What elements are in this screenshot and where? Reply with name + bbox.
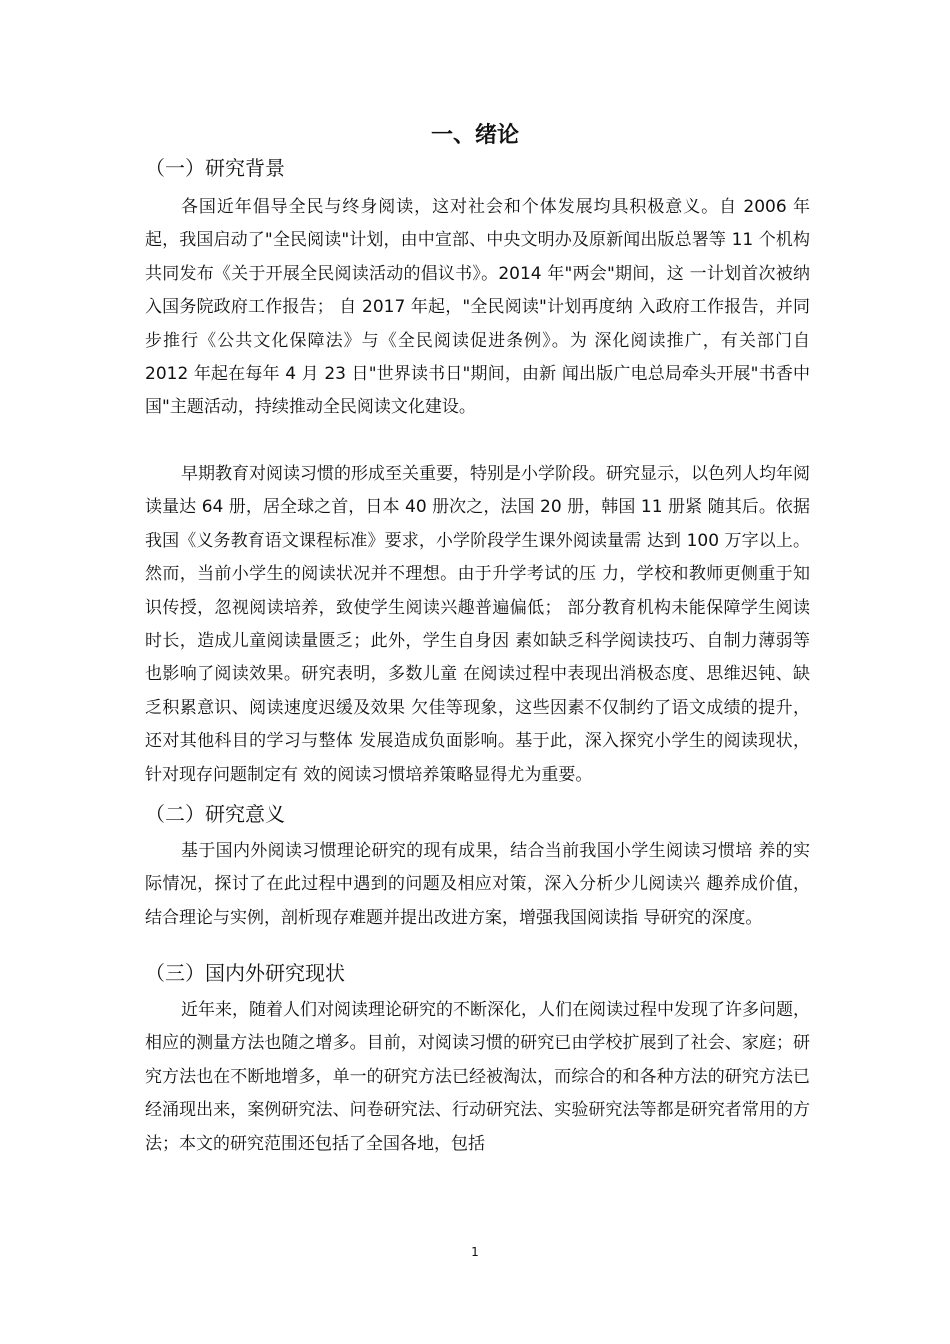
section-heading-background: （一）研究背景 xyxy=(145,156,285,180)
paragraph-background-2: 早期教育对阅读习惯的形成至关重要，特别是小学阶段。研究显示，以色列人均年阅读量达 64 册，居全球之首，日本 40 册次之，法国 20 册，韩国 11 册紧 随其后。依据我国《义务教育语文课程标准》要求，小学阶段学生课外阅读量需 达到 100 万字以上。然而，当前小学生的阅读状况并不理想。由于升学考试的压 力，学校和教师更侧重于知识传授，忽视阅读培养，致使学生阅读兴趣普遍偏低； 部分教育机构未能保障学生阅读时长，造成儿童阅读量匮乏；此外，学生自身因 素如缺乏科学阅读技巧、自制力薄弱等也影响了阅读效果。研究表明，多数儿童 在阅读过程中表现出消极态度、思维迟钝、缺乏积累意识、阅读速度迟缓及效果 欠佳等现象，这些因素不仅制约了语文成绩的提升，还对其他科目的学习与整体 发展造成负面影响。基于此，深入探究小学生的阅读现状，针对现存问题制定有 效的阅读习惯培养策略显得尤为重要。 xyxy=(145,464,810,785)
paragraph-significance: 基于国内外阅读习惯理论研究的现有成果，结合当前我国小学生阅读习惯培 养的实际情况，探讨了在此过程中遇到的问题及相应对策，深入分析少儿阅读兴 趣养成价值，结合理论与实例，剖析现存难题并提出改进方案，增强我国阅读指 导研究的深度。 xyxy=(145,841,810,928)
paragraph-research-status: 近年来，随着人们对阅读理论研究的不断深化，人们在阅读过程中发现了许多问题，相应的测量方法也随之增多。目前，对阅读习惯的研究已由学校扩展到了社会、家庭；研究方法也在不断地增多，单一的研究方法已经被淘汰，而综合的和各种方法的研究方法已经涌现出来，案例研究法、问卷研究法、行动研究法、实验研究法等都是研究者常用的方法；本文的研究范围还包括了全国各地，包括 xyxy=(145,1000,810,1154)
chapter-title: 一、绪论 xyxy=(430,123,519,148)
section-heading-research-status: （三）国内外研究现状 xyxy=(145,961,345,985)
paragraph-background-1: 各国近年倡导全民与终身阅读，这对社会和个体发展均具积极意义。自 2006 年起，我国启动了"全民阅读"计划，由中宣部、中央文明办及原新闻出版总署等 11 个机构共同发布《关于开展全民阅读活动的倡议书》。2014 年"两会"期间，这 一计划首次被纳入国务院政府工作报告； 自 2017 年起，"全民阅读"计划再度纳 入政府工作报告，并同步推行《公共文化保障法》与《全民阅读促进条例》。为 深化阅读推广，有关部门自 2012 年起在每年 4 月 23 日"世界读书日"期间，由新 闻出版广电总局牵头开展"书香中国"主题活动，持续推动全民阅读文化建设。 xyxy=(145,197,810,418)
page-number: 1 xyxy=(471,1245,479,1259)
section-heading-significance: （二）研究意义 xyxy=(145,802,285,826)
